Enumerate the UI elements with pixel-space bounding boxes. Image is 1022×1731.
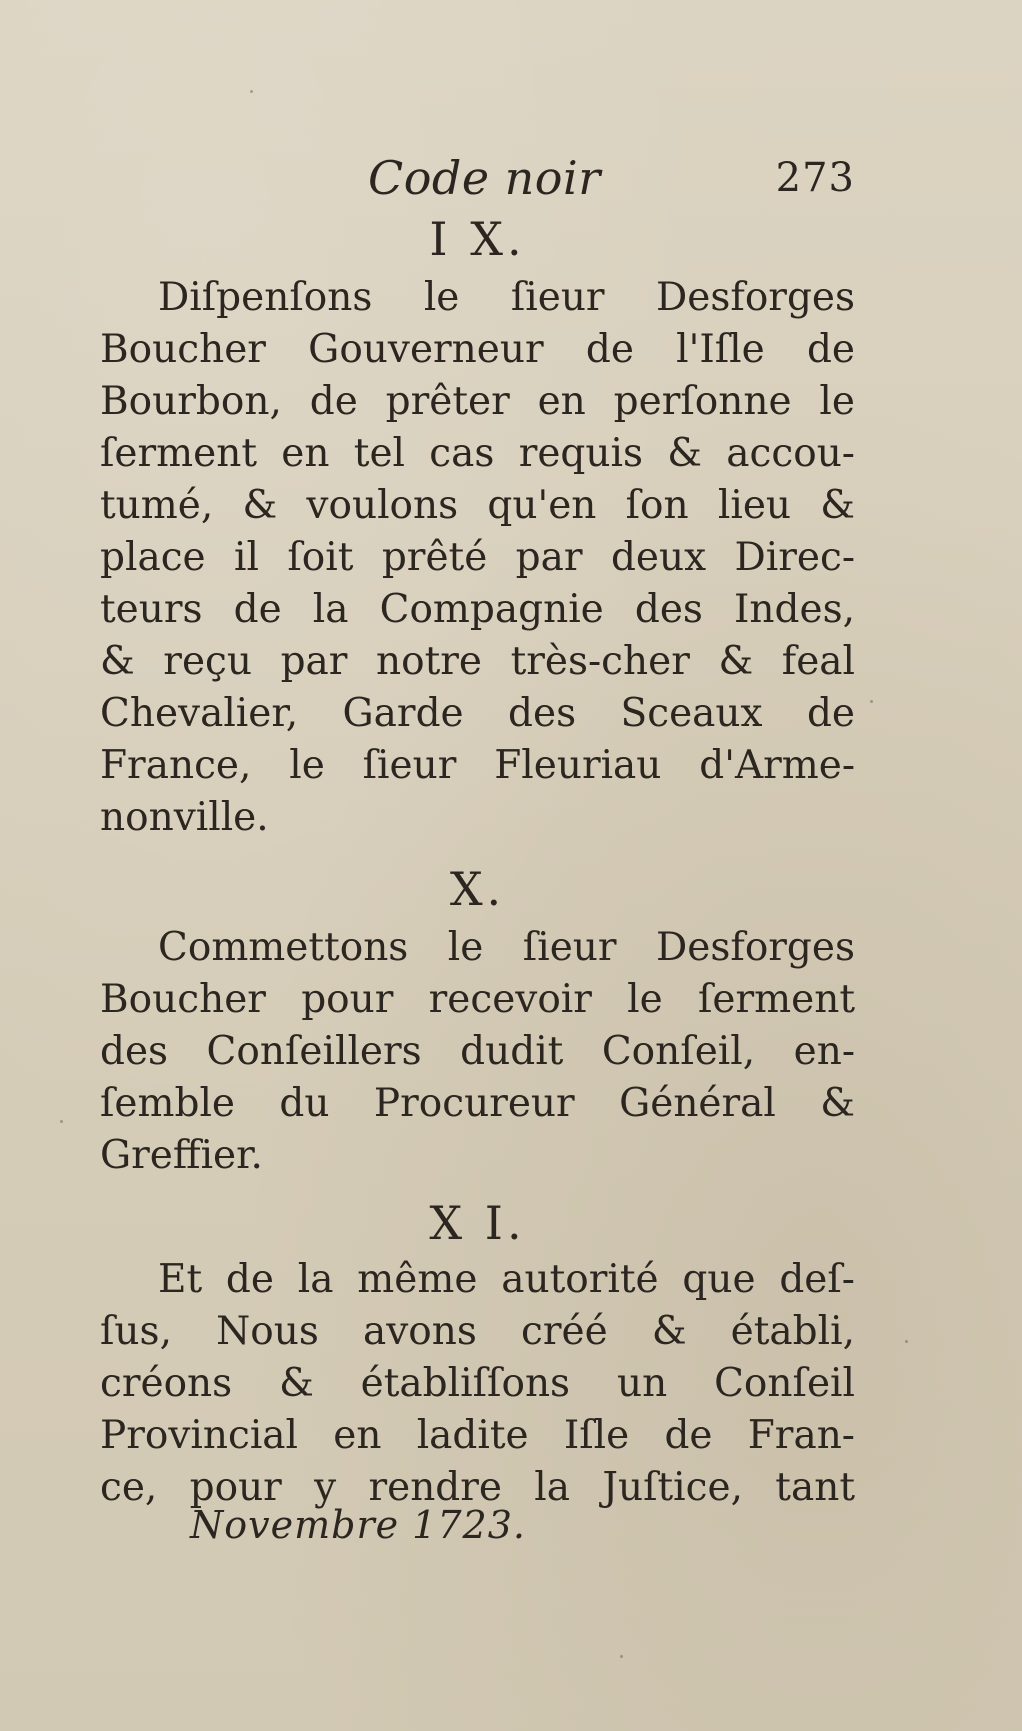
text-line: Boucher Gouverneur de l'Iſle de (100, 327, 855, 372)
text-line: Diſpenſons le ſieur Desforges (158, 275, 855, 320)
paper-speck (620, 1655, 623, 1658)
paper-speck (60, 1120, 63, 1123)
catchword: Novembre 1723. (190, 1503, 526, 1547)
text-line: créons & établiſſons un Conſeil (100, 1361, 855, 1406)
text-line: ſemble du Procureur Général & (100, 1081, 855, 1126)
text-line: ce, pour y rendre la Juſtice, tant (100, 1465, 855, 1510)
text-line: Boucher pour recevoir le ſerment (100, 977, 855, 1022)
text-line: tumé, & voulons qu'en ſon lieu & (100, 483, 855, 528)
paper-speck (250, 90, 253, 93)
page-number: 273 (775, 155, 855, 201)
article-paragraph-xi (100, 1254, 855, 1514)
text-line: & reçu par notre très-cher & feal (100, 639, 855, 684)
article-heading-xi: X I. (429, 1196, 526, 1250)
article-heading-x: X. (449, 862, 506, 916)
text-line: ſus, Nous avons créé & établi, (100, 1309, 855, 1354)
running-head (100, 148, 855, 208)
text-line: Commettons le ſieur Desforges (158, 925, 855, 970)
text-line: Greffier. (100, 1133, 263, 1178)
paper-speck (905, 1340, 908, 1343)
text-line: place il ſoit prêté par deux Direc- (100, 535, 855, 580)
text-line: des Conſeillers dudit Conſeil, en- (100, 1029, 855, 1074)
article-heading-ix: I X. (429, 212, 526, 266)
article-paragraph-ix (100, 272, 855, 844)
text-line: Et de la même autorité que deſ- (158, 1257, 855, 1302)
text-line: teurs de la Compagnie des Indes, (100, 587, 855, 632)
article-paragraph-x (100, 922, 855, 1182)
text-line: Bourbon, de prêter en perſonne le (100, 379, 855, 424)
running-title: Code noir (368, 151, 601, 205)
paper-speck (870, 700, 873, 703)
text-line: nonville. (100, 795, 269, 840)
text-line: France, le ſieur Fleuriau d'Arme- (100, 743, 855, 788)
text-line: Chevalier, Garde des Sceaux de (100, 691, 855, 736)
text-line: ſerment en tel cas requis & accou- (100, 431, 855, 476)
text-line: Provincial en ladite Iſle de Fran- (100, 1413, 855, 1458)
